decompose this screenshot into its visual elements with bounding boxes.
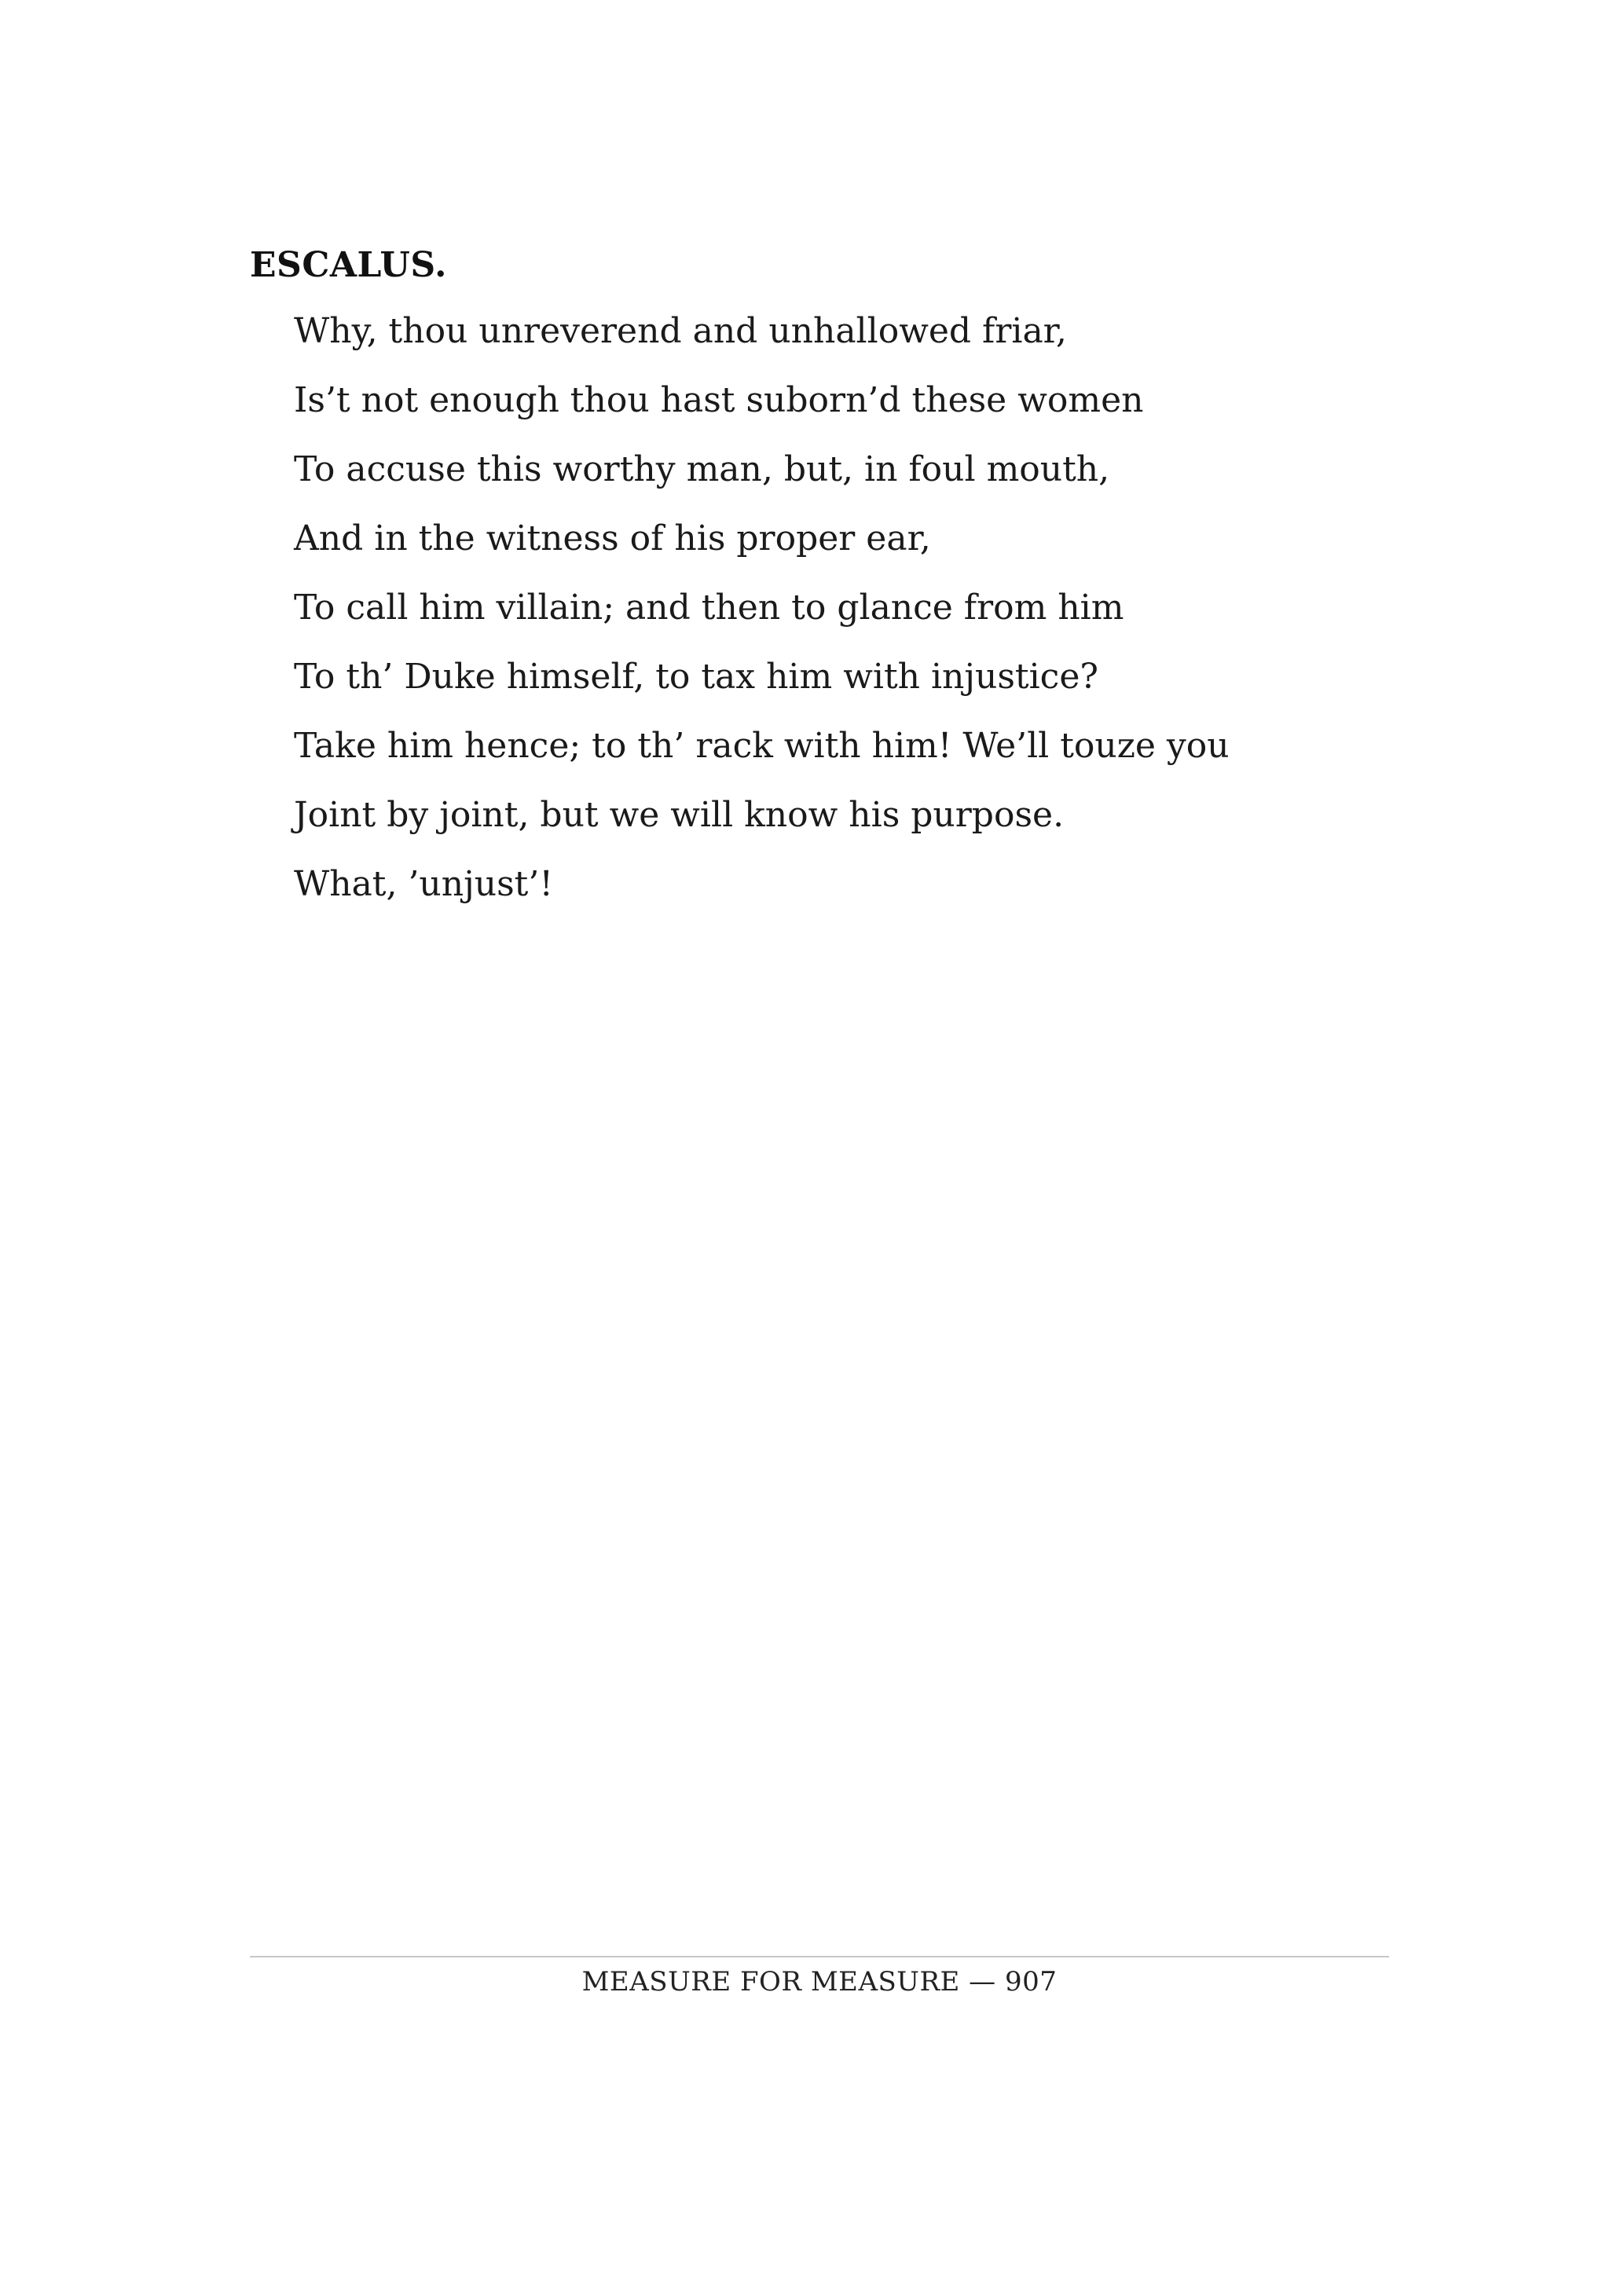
verse-line: Why, thou unreverend and unhallowed friar,: [294, 311, 1067, 351]
verse-line: To call him villain; and then to glance from him: [294, 588, 1124, 628]
verse-line: To th’ Duke himself, to tax him with injustice?: [294, 657, 1098, 697]
verse-line: Is’t not enough thou hast suborn’d these women: [294, 380, 1144, 420]
speaker-name: ESCALUS.: [250, 245, 447, 285]
verse-line: Joint by joint, but we will know his purpose.: [294, 795, 1065, 835]
verse-line: What, ’unjust’!: [294, 864, 554, 904]
verse-line: To accuse this worthy man, but, in foul mouth,: [294, 449, 1110, 489]
verse-line: Take him hence; to th’ rack with him! We’ll touze you: [294, 726, 1230, 766]
verse-lines: [250, 297, 1389, 919]
footer-divider: [250, 1956, 1389, 1957]
speech-block: [250, 242, 1389, 919]
verse-line: And in the witness of his proper ear,: [294, 518, 931, 558]
running-footer: MEASURE FOR MEASURE — 907: [581, 1966, 1058, 1998]
